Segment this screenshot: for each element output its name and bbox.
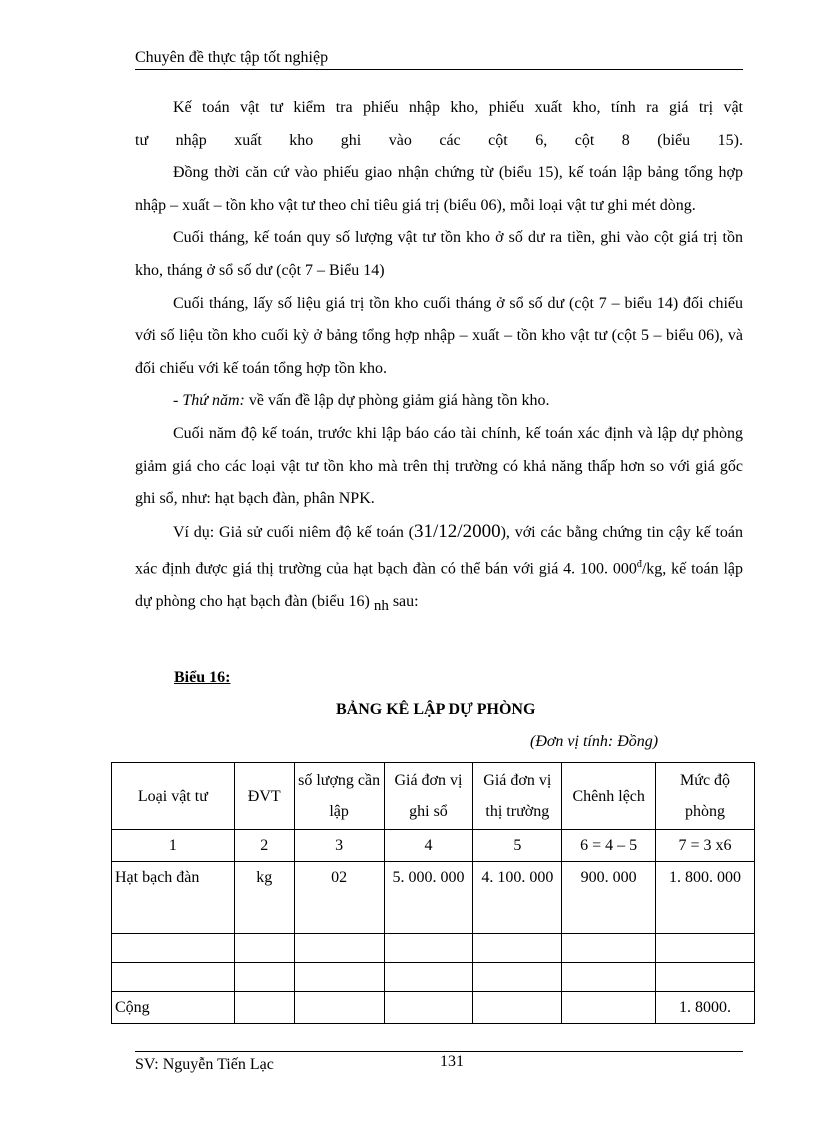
paragraph-7-sup: đ bbox=[636, 559, 642, 571]
page-header: Chuyên đề thực tập tốt nghiệp bbox=[135, 49, 743, 70]
column-number-cell: 6 = 4 – 5 bbox=[562, 830, 656, 862]
table-cell: kg bbox=[234, 862, 294, 934]
header-cell: Mức độ phòng bbox=[656, 763, 755, 830]
header-cell: Giá đơn vị ghi sổ bbox=[384, 763, 473, 830]
paragraph-5 bbox=[135, 385, 743, 418]
header-cell: Loại vật tư bbox=[112, 763, 235, 830]
paragraph-5-rest: về vấn đề lập dự phòng giảm giá hàng tồn kho. bbox=[244, 392, 550, 410]
table-cell: 1. 800. 000 bbox=[656, 862, 755, 934]
table-cell: Hạt bạch đàn bbox=[112, 862, 235, 934]
footer-author: SV: Nguyễn Tiến Lạc bbox=[135, 1056, 274, 1073]
body-text bbox=[135, 92, 743, 623]
table-cell: 02 bbox=[294, 862, 384, 934]
page-number: 131 bbox=[440, 1053, 464, 1070]
table-cell: 5. 000. 000 bbox=[384, 862, 473, 934]
empty-row bbox=[112, 963, 755, 992]
table-row bbox=[112, 862, 755, 934]
paragraph-1b: tư nhập xuất kho ghi vào các cột 6, cột 8 (biểu 15). bbox=[135, 131, 743, 149]
paragraph-7-b: ), với các bằng chứng tin cậy kế toán xác định được giá thị trường của hạt bạch đàn có thể bán với giá 4. 100. 000 bbox=[135, 523, 743, 578]
column-number-cell: 3 bbox=[294, 830, 384, 862]
header-cell: số lượng cần lập bbox=[294, 763, 384, 830]
paragraph-2: Đồng thời căn cứ vào phiếu giao nhận chứng từ (biểu 15), kế toán lập bảng tổng hợp nhập – xuất – tồn kho vật tư theo chỉ tiêu giá trị (biểu 06), mỗi loại vật tư ghi mét dòng. bbox=[135, 164, 743, 214]
table-title: BẢNG KÊ LẬP DỰ PHÒNG bbox=[336, 701, 536, 718]
table-unit: (Đơn vị tính: Đồng) bbox=[530, 733, 659, 750]
column-number-cell: 7 = 3 x6 bbox=[656, 830, 755, 862]
table-cell: 4. 100. 000 bbox=[473, 862, 562, 934]
column-number-cell: 4 bbox=[384, 830, 473, 862]
header-row bbox=[112, 763, 755, 830]
footer-divider bbox=[135, 1051, 743, 1052]
header-cell: Chênh lệch bbox=[562, 763, 656, 830]
paragraph-5-italic: Thứ năm: bbox=[182, 392, 245, 410]
paragraph-7-a: Ví dụ: Giả sử cuối niêm độ kế toán ( bbox=[173, 523, 415, 541]
column-number-cell: 2 bbox=[234, 830, 294, 862]
paragraph-6: Cuối năm độ kế toán, trước khi lập báo cáo tài chính, kế toán xác định và lập dự phòng giảm giá cho các loại vật tư tồn kho mà trên thị trường có khả năng thấp hơn so với giá gốc ghi sổ, như: hạt bạch đàn, phân NPK. bbox=[135, 424, 743, 508]
paragraph-7 bbox=[135, 516, 743, 623]
column-number-cell: 1 bbox=[112, 830, 235, 862]
total-row bbox=[112, 992, 755, 1024]
paragraph-4: Cuối tháng, lấy số liệu giá trị tồn kho cuối tháng ở sổ số dư (cột 7 – biểu 14) đối chiếu với số liệu tồn kho cuối kỳ ở bảng tổng hợp nhập – xuất – tồn kho vật tư (cột 5 – biểu 06), và đối chiếu với kế toán tổng hợp tồn kho. bbox=[135, 294, 743, 377]
header-cell: ĐVT bbox=[234, 763, 294, 830]
paragraph-5-prefix: - bbox=[173, 392, 183, 410]
paragraph-7-c: /kg, kế toán lập dự phòng cho hạt bạch đàn (biểu 16) bbox=[135, 560, 743, 611]
table-cell: 900. 000 bbox=[562, 862, 656, 934]
provision-table bbox=[111, 762, 755, 1024]
empty-row bbox=[112, 934, 755, 963]
paragraph-7-nh: nh bbox=[373, 598, 389, 615]
column-number-row bbox=[112, 830, 755, 862]
column-number-cell: 5 bbox=[473, 830, 562, 862]
paragraph-7-date: 31/12/2000 bbox=[414, 520, 501, 542]
paragraph-1a: Kế toán vật tư kiểm tra phiếu nhập kho, phiếu xuất kho, tính ra giá trị vật bbox=[173, 99, 743, 116]
total-label: Cộng bbox=[112, 992, 235, 1024]
total-value: 1. 8000. bbox=[656, 992, 755, 1024]
paragraph-7-d: sau: bbox=[388, 593, 419, 611]
paragraph-3: Cuối tháng, kế toán quy số lượng vật tư tồn kho ở số dư ra tiền, ghi vào cột giá trị tồn kho, tháng ở sổ số dư (cột 7 – Biểu 14) bbox=[135, 229, 743, 279]
table-label: Biểu 16: bbox=[174, 669, 231, 686]
header-cell: Giá đơn vị thị trường bbox=[473, 763, 562, 830]
